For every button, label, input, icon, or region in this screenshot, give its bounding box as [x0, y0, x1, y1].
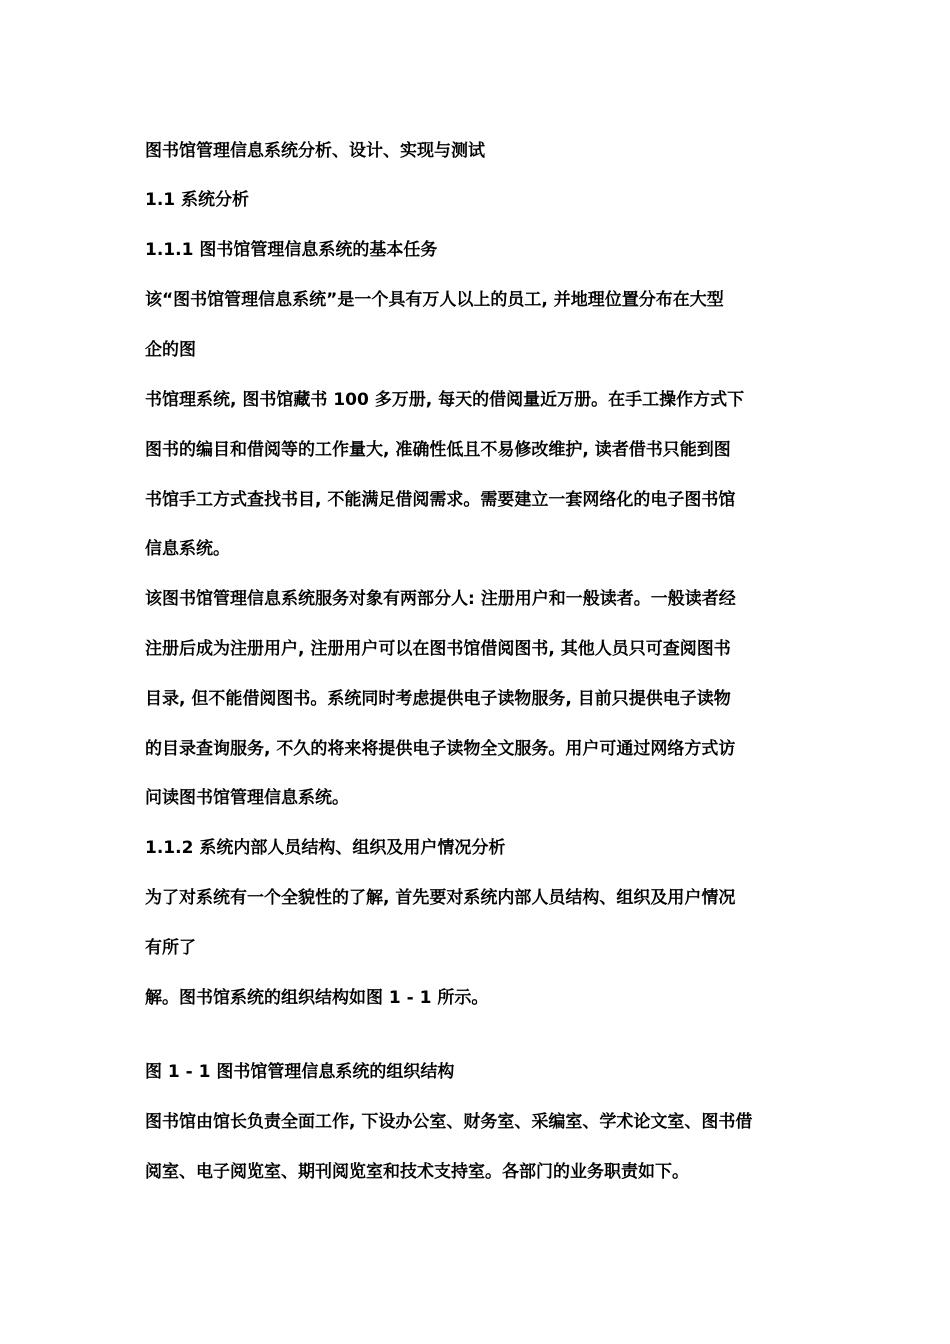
paragraph-line: 注册后成为注册用户, 注册用户可以在图书馆借阅图书, 其他人员只可查阅图书 — [145, 639, 731, 659]
paragraph-line: 解。图书馆系统的组织结构如图 1 - 1 所示。 — [145, 988, 489, 1008]
paragraph-line: 问读图书馆管理信息系统。 — [145, 788, 349, 808]
paragraph-line: 该图书馆管理信息系统服务对象有两部分人: 注册用户和一般读者。一般读者经 — [145, 589, 736, 609]
paragraph-line: 书馆手工方式查找书目, 不能满足借阅需求。需要建立一套网络化的电子图书馆 — [145, 490, 736, 510]
paragraph-line: 阅室、电子阅览室、期刊阅览室和技术支持室。各部门的业务职责如下。 — [145, 1162, 689, 1182]
figure-caption: 图 1 - 1 图书馆管理信息系统的组织结构 — [145, 1062, 455, 1082]
section-heading-1-1: 1.1 系统分析 — [145, 190, 250, 210]
section-heading-1-1-1: 1.1.1 图书馆管理信息系统的基本任务 — [145, 240, 438, 260]
paragraph-line: 企的图 — [145, 340, 196, 360]
paragraph-line: 目录, 但不能借阅图书。系统同时考虑提供电子读物服务, 目前只提供电子读物 — [145, 689, 731, 709]
paragraph-line: 的目录查询服务, 不久的将来将提供电子读物全文服务。用户可通过网络方式访 — [145, 739, 736, 759]
document-title: 图书馆管理信息系统分析、设计、实现与测试 — [145, 141, 485, 161]
paragraph-line: 信息系统。 — [145, 539, 230, 559]
paragraph-line: 图书的编目和借阅等的工作量大, 准确性低且不易修改维护, 读者借书只能到图 — [145, 440, 731, 460]
section-heading-1-1-2: 1.1.2 系统内部人员结构、组织及用户情况分析 — [145, 838, 506, 858]
paragraph-line: 该“图书馆管理信息系统”是一个具有万人以上的员工, 并地理位置分布在大型 — [145, 290, 724, 310]
paragraph-line: 图书馆由馆长负责全面工作, 下设办公室、财务室、采编室、学术论文室、图书借 — [145, 1112, 753, 1132]
paragraph-line: 有所了 — [145, 938, 196, 958]
paragraph-line: 书馆理系统, 图书馆藏书 100 多万册, 每天的借阅量近万册。在手工操作方式下 — [145, 390, 745, 410]
paragraph-line: 为了对系统有一个全貌性的了解, 首先要对系统内部人员结构、组织及用户情况 — [145, 888, 736, 908]
